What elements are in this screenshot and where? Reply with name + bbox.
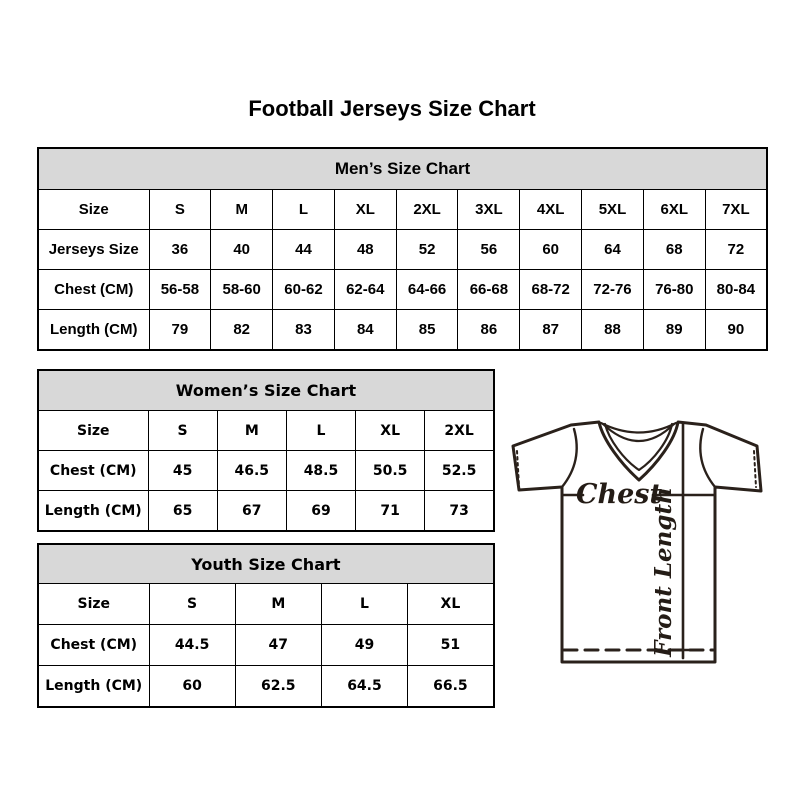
table-row <box>38 230 767 270</box>
size-value-cell: M <box>235 584 321 625</box>
size-value-cell: 67 <box>217 491 286 532</box>
size-value-cell: 4XL <box>520 190 582 230</box>
size-value-cell: 64-66 <box>396 270 458 310</box>
size-value-cell: 68-72 <box>520 270 582 310</box>
size-value-cell: 56 <box>458 230 520 270</box>
size-value-cell: 62.5 <box>235 666 321 708</box>
size-value-cell: M <box>217 411 286 451</box>
row-label: Length (CM) <box>38 491 148 532</box>
table-row <box>38 310 767 351</box>
row-label: Length (CM) <box>38 310 149 351</box>
size-value-cell: 64 <box>582 230 644 270</box>
row-label: Size <box>38 411 148 451</box>
size-value-cell: 7XL <box>705 190 767 230</box>
table-title: Women’s Size Chart <box>38 370 494 411</box>
size-value-cell: 66-68 <box>458 270 520 310</box>
size-value-cell: 85 <box>396 310 458 351</box>
row-label: Chest (CM) <box>38 270 149 310</box>
womens-size-table <box>37 369 495 532</box>
size-value-cell: 44 <box>273 230 335 270</box>
size-value-cell: 44.5 <box>149 625 235 666</box>
size-value-cell: L <box>321 584 407 625</box>
size-value-cell: 36 <box>149 230 211 270</box>
jersey-sketch <box>495 406 775 676</box>
table-row <box>38 190 767 230</box>
size-value-cell: S <box>149 584 235 625</box>
size-value-cell: 60 <box>520 230 582 270</box>
size-value-cell: 46.5 <box>217 451 286 491</box>
table-row <box>38 666 494 708</box>
front-length-label: Front Length <box>650 487 677 657</box>
size-value-cell: 65 <box>148 491 217 532</box>
size-value-cell: 48 <box>334 230 396 270</box>
size-value-cell: 45 <box>148 451 217 491</box>
size-value-cell: 2XL <box>425 411 494 451</box>
size-value-cell: 76-80 <box>643 270 705 310</box>
size-value-cell: L <box>286 411 355 451</box>
row-label: Chest (CM) <box>38 451 148 491</box>
size-value-cell: 52 <box>396 230 458 270</box>
size-value-cell: 58-60 <box>211 270 273 310</box>
page-title: Football Jerseys Size Chart <box>248 96 536 121</box>
size-value-cell: 3XL <box>458 190 520 230</box>
table-row <box>38 411 494 451</box>
size-value-cell: 64.5 <box>321 666 407 708</box>
size-value-cell: 80-84 <box>705 270 767 310</box>
table-row <box>38 491 494 532</box>
size-value-cell: 50.5 <box>356 451 425 491</box>
table-row <box>38 584 494 625</box>
size-value-cell: S <box>149 190 211 230</box>
size-value-cell: XL <box>408 584 494 625</box>
size-value-cell: M <box>211 190 273 230</box>
size-value-cell: 89 <box>643 310 705 351</box>
size-value-cell: 69 <box>286 491 355 532</box>
row-label: Chest (CM) <box>38 625 149 666</box>
size-value-cell: 52.5 <box>425 451 494 491</box>
size-value-cell: L <box>273 190 335 230</box>
table-row <box>38 625 494 666</box>
size-value-cell: 2XL <box>396 190 458 230</box>
size-value-cell: 72-76 <box>582 270 644 310</box>
size-value-cell: 49 <box>321 625 407 666</box>
size-value-cell: 84 <box>334 310 396 351</box>
size-value-cell: 66.5 <box>408 666 494 708</box>
size-value-cell: 51 <box>408 625 494 666</box>
size-value-cell: 83 <box>273 310 335 351</box>
size-value-cell: 62-64 <box>334 270 396 310</box>
jersey-measurement-diagram <box>495 406 775 676</box>
size-value-cell: 5XL <box>582 190 644 230</box>
size-value-cell: 6XL <box>643 190 705 230</box>
size-value-cell: 90 <box>705 310 767 351</box>
youth-size-table <box>37 543 495 708</box>
size-value-cell: XL <box>356 411 425 451</box>
size-value-cell: 56-58 <box>149 270 211 310</box>
size-value-cell: 87 <box>520 310 582 351</box>
size-value-cell: XL <box>334 190 396 230</box>
row-label: Jerseys Size <box>38 230 149 270</box>
table-title: Men’s Size Chart <box>38 148 767 190</box>
table-row <box>38 270 767 310</box>
size-value-cell: 68 <box>643 230 705 270</box>
table-row <box>38 451 494 491</box>
size-value-cell: S <box>148 411 217 451</box>
size-value-cell: 48.5 <box>286 451 355 491</box>
size-value-cell: 60 <box>149 666 235 708</box>
size-value-cell: 88 <box>582 310 644 351</box>
row-label: Size <box>38 190 149 230</box>
size-value-cell: 79 <box>149 310 211 351</box>
row-label: Size <box>38 584 149 625</box>
size-value-cell: 86 <box>458 310 520 351</box>
size-value-cell: 60-62 <box>273 270 335 310</box>
jersey-outline <box>513 422 761 662</box>
size-value-cell: 73 <box>425 491 494 532</box>
chest-label: Chest <box>576 479 662 510</box>
size-value-cell: 40 <box>211 230 273 270</box>
table-title: Youth Size Chart <box>38 544 494 584</box>
size-value-cell: 72 <box>705 230 767 270</box>
size-value-cell: 47 <box>235 625 321 666</box>
row-label: Length (CM) <box>38 666 149 708</box>
mens-size-table <box>37 147 768 351</box>
size-value-cell: 71 <box>356 491 425 532</box>
size-value-cell: 82 <box>211 310 273 351</box>
